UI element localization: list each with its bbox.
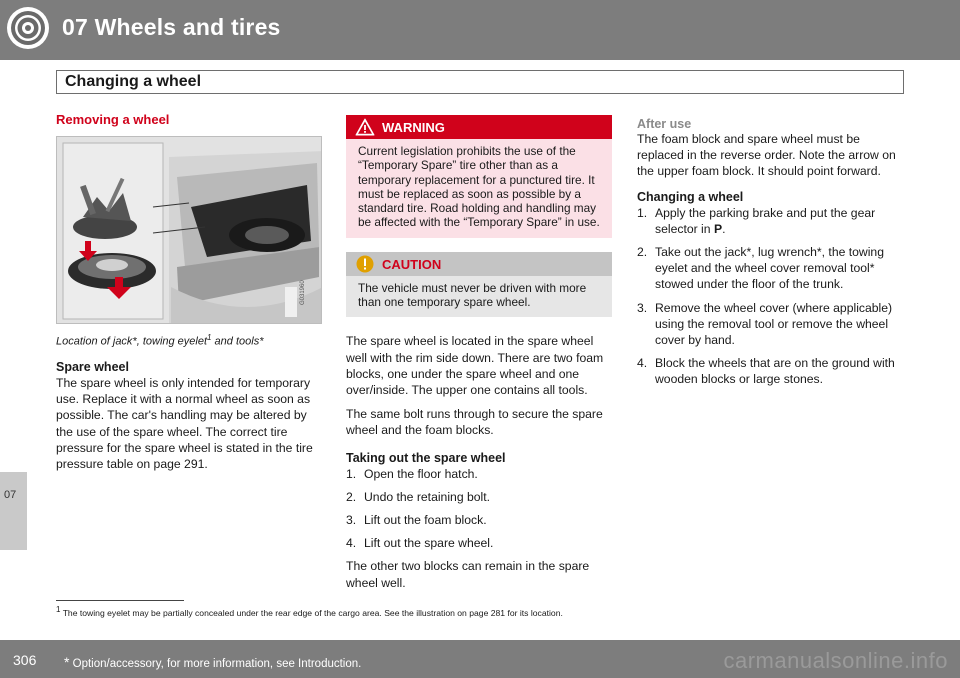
- page-number: 306: [13, 652, 37, 668]
- caution-exclamation-icon: [356, 255, 374, 273]
- list-item: 3. Remove the wheel cover (where applicable) using the removal tool or remove the wheel cover by hand.: [637, 300, 893, 348]
- option-footnote: * Option/accessory, for more information, see Introduction.: [64, 654, 362, 670]
- warning-box: [346, 115, 612, 238]
- list-item: 1. Apply the parking brake and put the gear selector in P.: [637, 205, 876, 236]
- wheel-logo-icon: [6, 6, 50, 50]
- list-item: 2. Take out the jack*, lug wrench*, the towing eyelet and the wheel cover removal tool* stowed under the floor of the trunk.: [637, 245, 884, 292]
- footnote-divider: [56, 600, 184, 601]
- list-item: 1. Open the floor hatch.: [346, 466, 478, 481]
- removing-wheel-heading: Removing a wheel: [56, 112, 170, 127]
- after-use-text: The foam block and spare wheel must be replaced in the reverse order. Note the arrow on the upper foam block. It should point forward.: [637, 132, 896, 179]
- caution-text: The vehicle must never be driven with more than one temporary spare wheel.: [358, 280, 587, 310]
- column-left: [56, 112, 322, 480]
- list-item: 4. Block the wheels that are on the ground with wooden blocks or large stones.: [637, 356, 895, 387]
- spare-wheel-heading: Spare wheel: [56, 360, 129, 375]
- warning-header: [346, 115, 612, 139]
- column-middle: [346, 115, 612, 599]
- warning-text: Current legislation prohibits the use of the “Temporary Spare” tire other than as a temporary replacement for a punctured tire. It must be replaced as soon as possible by a standard tire. Road holding and handling may be affected with the “Temporary Spare” in use.: [358, 144, 600, 230]
- changing-wheel-steps: [637, 205, 907, 388]
- list-item: 4. Lift out the spare wheel.: [346, 536, 494, 551]
- list-item: 3. Lift out the foam block.: [346, 513, 487, 527]
- trunk-illustration: [57, 137, 322, 324]
- remaining-blocks-text: The other two blocks can remain in the spare wheel well.: [346, 559, 590, 590]
- side-tab-label: 07: [4, 489, 17, 501]
- page-footer: [0, 640, 960, 678]
- spare-wheel-illustration: [56, 136, 322, 324]
- column-right: [637, 117, 907, 395]
- caution-header: [346, 252, 612, 276]
- footnote: 1 The towing eyelet may be partially concealed under the rear edge of the cargo area. See the illustration on page 281 for its location.: [56, 605, 563, 618]
- spare-location-text: The spare wheel is located in the spare wheel well with the rim side down. There are two foam blocks, one under the spare wheel and one over/inside. The upper one contains all tools.: [346, 334, 604, 397]
- warning-triangle-icon: [355, 118, 375, 136]
- section-title: Changing a wheel: [65, 73, 202, 90]
- chapter-side-tab: [0, 472, 27, 550]
- site-watermark: carmanualsonline.info: [723, 648, 948, 673]
- bolt-text: The same bolt runs through to secure the spare wheel and the foam blocks.: [346, 407, 603, 438]
- caution-box: [346, 252, 612, 318]
- caution-title: CAUTION: [382, 256, 442, 272]
- taking-out-heading: Taking out the spare wheel: [346, 450, 506, 465]
- changing-wheel-heading: Changing a wheel: [637, 189, 744, 204]
- chapter-title: 07 Wheels and tires: [62, 14, 281, 40]
- figure-caption: Location of jack*, towing eyelet$^1$ and tools*: [56, 333, 264, 348]
- figure-code: G031960: [300, 280, 306, 306]
- list-item: 2. Undo the retaining bolt.: [346, 489, 491, 504]
- spare-wheel-text: The spare wheel is only intended for temporary use. Replace it with a normal wheel as soon as possible. The car's handling may be altered by the use of the spare wheel. The correct tire pressure for the spare wheel is stated in the tire pressure table on page 291.: [56, 376, 313, 472]
- chapter-header: [0, 0, 960, 60]
- after-use-heading: After use: [637, 117, 692, 131]
- section-title-box: [56, 70, 904, 94]
- warning-title: WARNING: [382, 120, 445, 135]
- taking-out-steps: [346, 466, 612, 552]
